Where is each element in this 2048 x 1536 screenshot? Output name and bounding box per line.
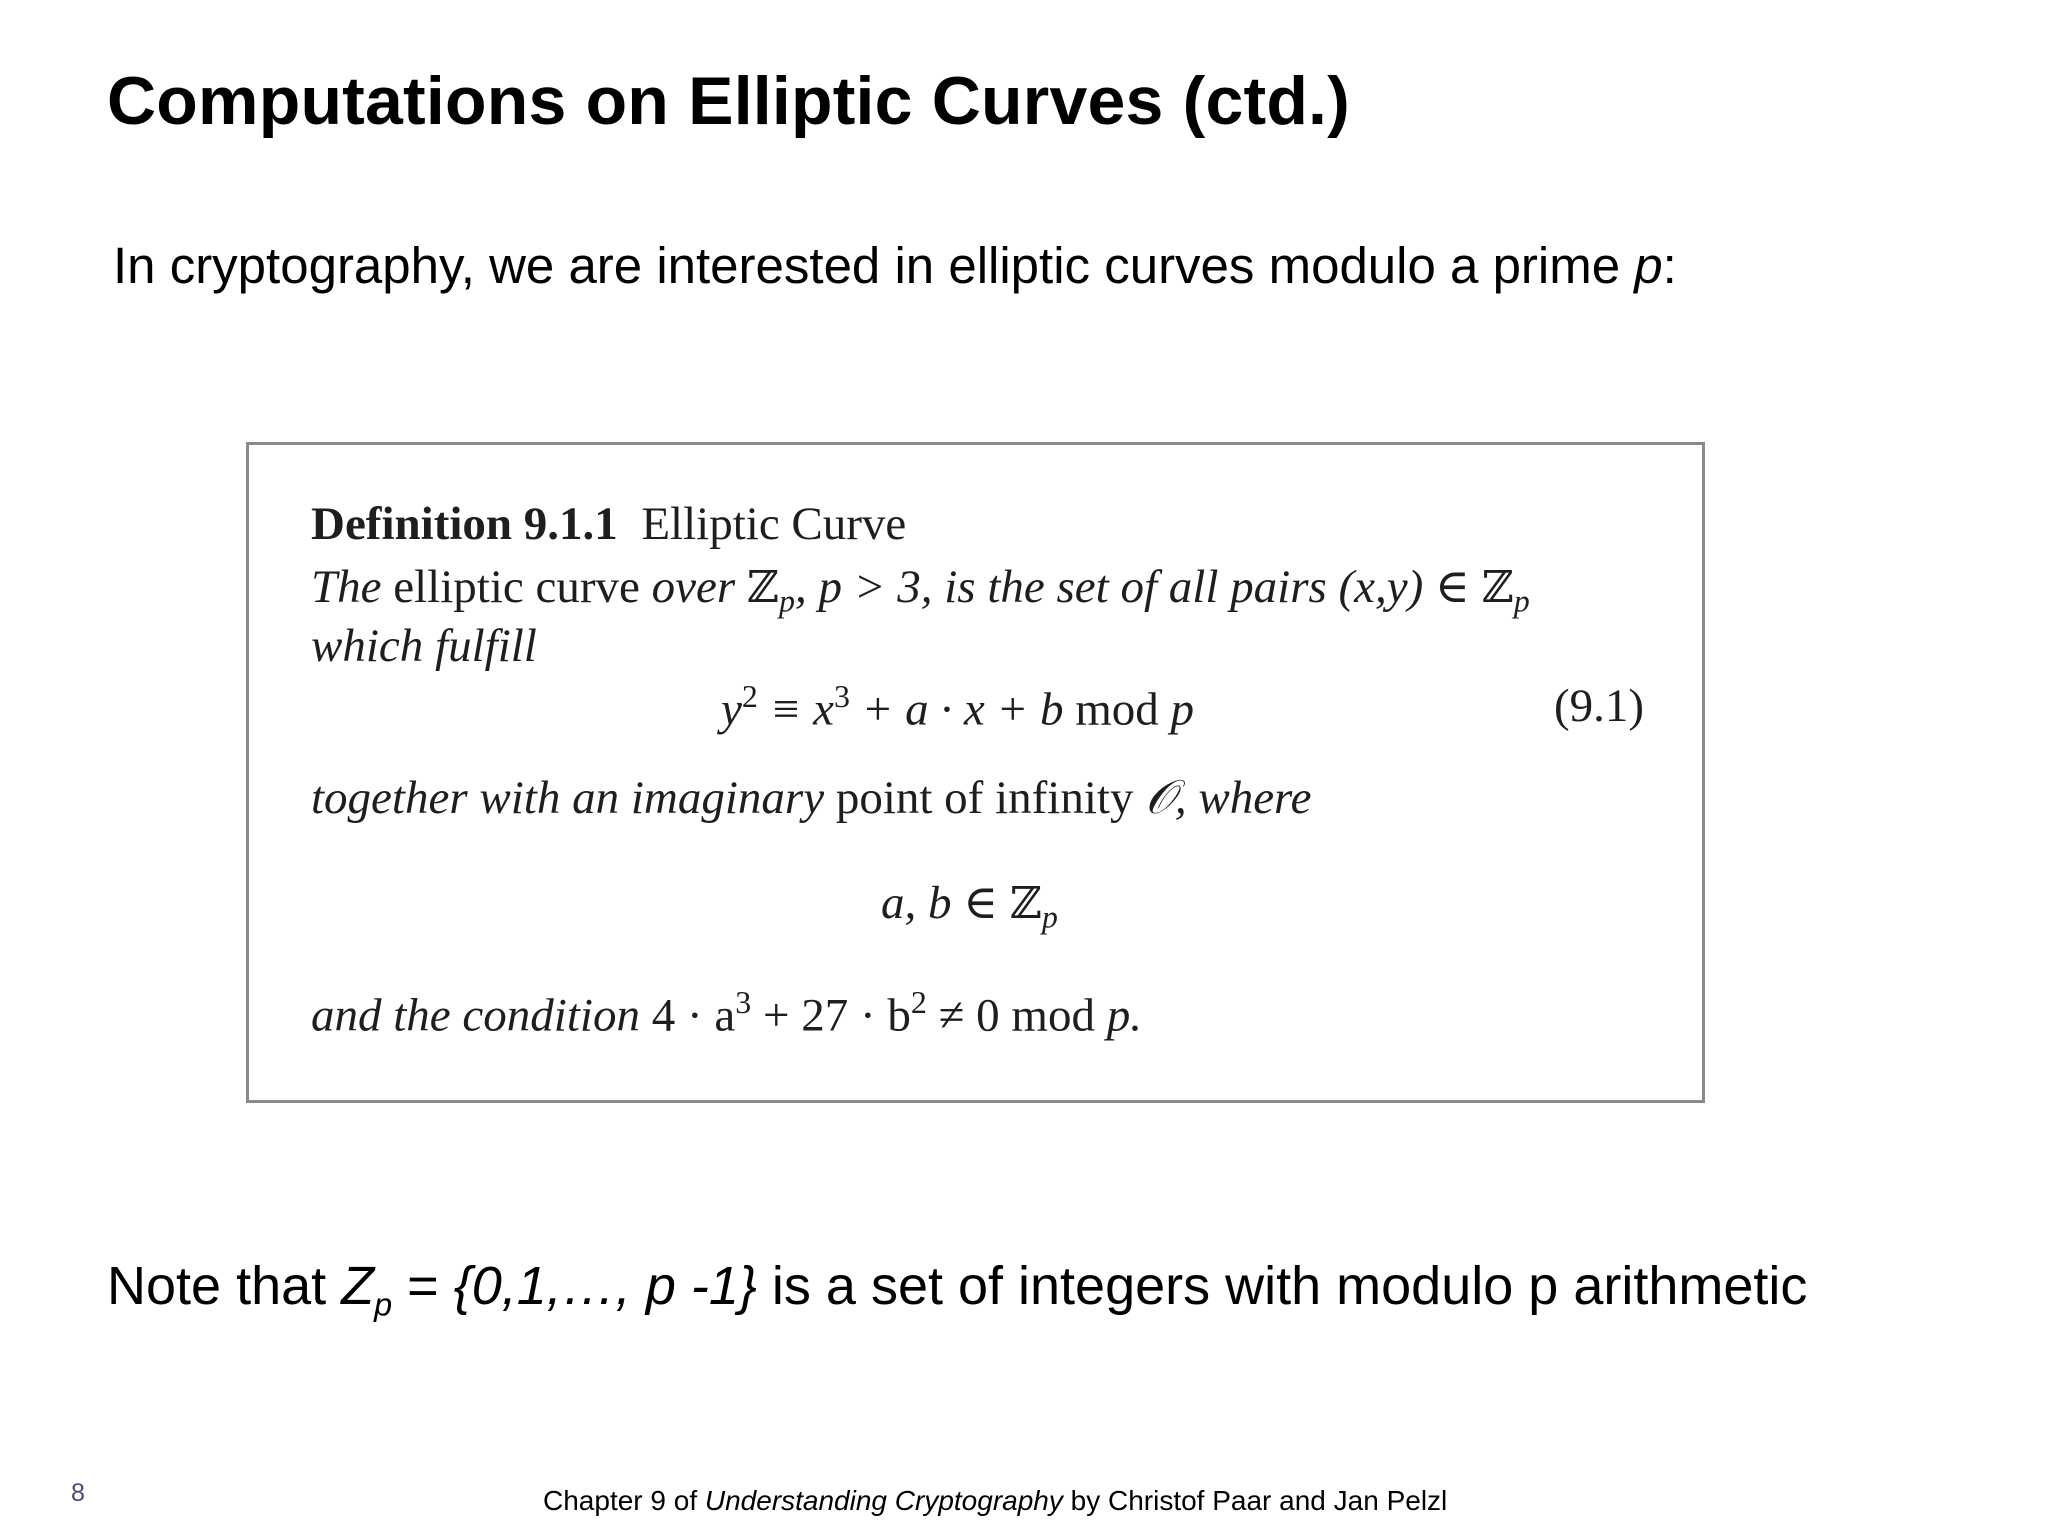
def-point-infinity-text: point of infinity xyxy=(835,772,1134,824)
definition-line-1 xyxy=(311,559,1530,620)
eq-y-exponent: 2 xyxy=(741,679,758,714)
condition-intro: and the condition xyxy=(311,989,640,1042)
condition-27-b: + 27 · b xyxy=(751,989,911,1042)
def-together-text: together with an imaginary xyxy=(311,772,825,824)
intro-sentence: In cryptography, we are interested in elliptic curves modulo a prime xyxy=(113,237,1635,294)
definition-condition-line xyxy=(311,985,1142,1043)
note-z: Z xyxy=(341,1256,375,1316)
condition-b-exponent: 2 xyxy=(910,985,927,1020)
zp-symbol: ℤ xyxy=(746,562,780,613)
note-z-subscript: p xyxy=(374,1286,393,1323)
zp-subscript: p xyxy=(1041,899,1058,935)
zp-subscript: p xyxy=(1513,583,1530,619)
note-set: {0,1,…, p -1} xyxy=(453,1256,757,1316)
condition-rest: ≠ 0 mod xyxy=(926,989,1107,1042)
footer-book-title: Understanding Cryptography xyxy=(704,1485,1063,1516)
ab-membership: a, b ∈ xyxy=(881,877,999,929)
eq-linear-terms: + a · x + b xyxy=(849,683,1064,736)
definition-heading xyxy=(311,497,906,551)
eq-equiv-x: ≡ x xyxy=(757,683,834,736)
footer-prefix: Chapter 9 of xyxy=(543,1485,705,1516)
note-equals: = xyxy=(392,1256,454,1316)
slide-title: Computations on Elliptic Curves (ctd.) xyxy=(107,63,1350,139)
definition-box xyxy=(246,442,1705,1103)
zp-subscript: p xyxy=(779,583,796,619)
note-text xyxy=(107,1255,1807,1323)
page-number: 8 xyxy=(71,1479,85,1507)
def-word-over: over xyxy=(651,561,736,613)
equation-number: (9.1) xyxy=(1554,680,1645,732)
zp-symbol: ℤ xyxy=(1481,562,1514,613)
note-prefix: Note that xyxy=(107,1256,342,1316)
definition-ab-line xyxy=(881,875,1058,936)
condition-p: p. xyxy=(1106,989,1142,1042)
def-word-the: The xyxy=(311,561,382,613)
eq-x-exponent: 3 xyxy=(833,679,850,714)
eq-mod: mod xyxy=(1063,683,1171,736)
definition-line-2: which fulfill xyxy=(311,620,537,672)
intro-text xyxy=(113,236,1677,295)
condition-four-a: 4 · a xyxy=(639,989,736,1042)
definition-label: Definition 9.1.1 xyxy=(311,498,618,550)
footer-authors: by Christof Paar and Jan Pelzl xyxy=(1062,1485,1448,1516)
eq-p: p xyxy=(1170,683,1195,736)
def-condition-text: , p > 3, is the set of all pairs xyxy=(795,561,1327,613)
condition-a-exponent: 3 xyxy=(735,985,752,1020)
zp-symbol: ℤ xyxy=(1009,878,1042,929)
infinity-point-symbol: 𝒪 xyxy=(1145,772,1175,824)
def-word-elliptic-curve: elliptic curve xyxy=(393,561,640,613)
definition-equation xyxy=(721,679,1194,737)
def-where-text: , where xyxy=(1174,772,1312,824)
intro-colon: : xyxy=(1662,237,1677,294)
definition-line-3 xyxy=(311,771,1311,826)
intro-prime-variable: p xyxy=(1634,237,1663,294)
footer-citation xyxy=(543,1485,1447,1517)
eq-y: y xyxy=(721,683,742,736)
note-suffix: is a set of integers with modulo p arithmetic xyxy=(756,1256,1808,1316)
definition-name: Elliptic Curve xyxy=(641,498,907,550)
def-pair: (x,y) ∈ xyxy=(1338,561,1470,613)
